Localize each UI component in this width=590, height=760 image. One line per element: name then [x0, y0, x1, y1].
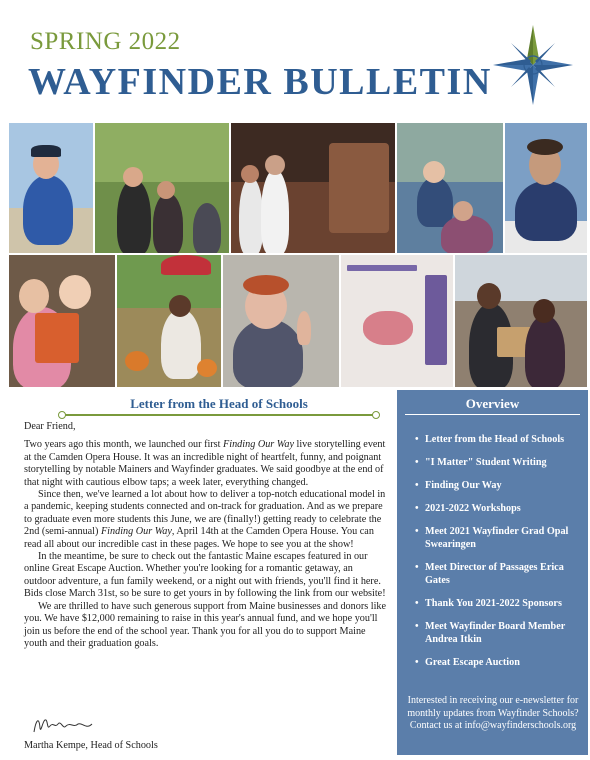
letter-paragraph-4: We are thrilled to have such generous support from Maine businesses and donors like you. We have $12,000 remaining to raise in this year's annual fund, and we hope you'll join us before the end of the school year. Thank you for all you do to support Maine youth and their graduation goals.	[24, 600, 387, 649]
masthead	[0, 0, 590, 122]
overview-item[interactable]: • Meet Director of Passages Erica Gates	[415, 561, 585, 587]
overview-item[interactable]: • Thank You 2021-2022 Sponsors	[415, 597, 585, 610]
photo-peace-sign	[222, 254, 340, 388]
overview-sidebar	[397, 390, 588, 755]
photo-student-beach	[8, 122, 94, 254]
photo-gallery-visit	[230, 122, 396, 254]
letter-paragraph-3: In the meantime, be sure to check out the fantastic Maine escapes featured in our online Great Escape Auction. Whether you're looking for a romantic getaway, an outdoor adventure, a fun family weekend, or a night out with friends, you'll find it here. Bids close March 31st, so be sure to get yours in by following the link from our website!	[24, 551, 386, 600]
overview-item[interactable]: • 2021-2022 Workshops	[415, 502, 585, 515]
photo-playground	[396, 122, 504, 254]
signature-line: Martha Kempe, Head of Schools	[24, 740, 158, 751]
text-run: Two years ago this month, we launched our first	[24, 439, 224, 451]
photo-student-mask	[504, 122, 588, 254]
overview-list	[415, 433, 585, 679]
event-name: Finding Our Way	[223, 439, 294, 451]
photo-collage	[8, 122, 588, 388]
event-name: Finding Our Way	[100, 526, 172, 538]
overview-title: Overview	[465, 396, 520, 411]
letter-heading: Letter from the Head of Schools	[130, 396, 308, 411]
issue-season: SPRING 2022	[30, 28, 181, 55]
letter-paragraph-1	[24, 439, 386, 489]
text-run: live storytelling event at the Camden Opera House. It was an incredible night of heartfelt, funny, and poignant storytelling by notable Mainers and Wayfinder graduates. We said goodbye at the end of that night with cautious elbow taps; a week later, everything changed.	[24, 439, 386, 488]
compass-logo-icon	[490, 22, 576, 108]
handwritten-signature	[30, 712, 100, 738]
text-run: Since then, we've learned a lot about how to deliver a top-notch educational model in a pandemic, keeping students connected and on-track for graduation. And as we prepare to graduate even more students this June, we are (finally!) getting ready to celebrate the 2nd (semi-annual)	[24, 489, 386, 538]
newsletter-title: WAYFINDER BULLETIN	[28, 61, 492, 103]
letter-paragraph-2	[24, 489, 386, 551]
text-run: , April 14th at the Camden Opera House. You can read all about our incredible cast in these pages. We hope to see you at the show!	[24, 526, 374, 550]
overview-item[interactable]: • Great Escape Auction	[415, 656, 585, 669]
overview-item[interactable]: • Meet Wayfinder Board Member Andrea Itkin	[415, 620, 585, 646]
photo-reading-kids	[8, 254, 116, 388]
photo-brain-display	[340, 254, 454, 388]
photo-pumpkin-patch	[116, 254, 222, 388]
overview-item[interactable]: • Meet 2021 Wayfinder Grad Opal Swearingen	[415, 525, 585, 551]
overview-item[interactable]: • "I Matter" Student Writing	[415, 456, 585, 469]
overview-item[interactable]: • Letter from the Head of Schools	[415, 433, 585, 446]
overview-divider	[405, 414, 580, 415]
newsletter-contact: Interested in receiving our e-newsletter for monthly updates from Wayfinder Schools? Contact us at info@wayfinderschools.org	[407, 695, 579, 731]
photo-moving-boxes	[454, 254, 588, 388]
heading-divider	[64, 414, 374, 416]
overview-item[interactable]: • Finding Our Way	[415, 479, 585, 492]
photo-orchard-pair	[94, 122, 230, 254]
letter-greeting: Dear Friend,	[24, 421, 76, 432]
letter-body	[24, 421, 386, 650]
